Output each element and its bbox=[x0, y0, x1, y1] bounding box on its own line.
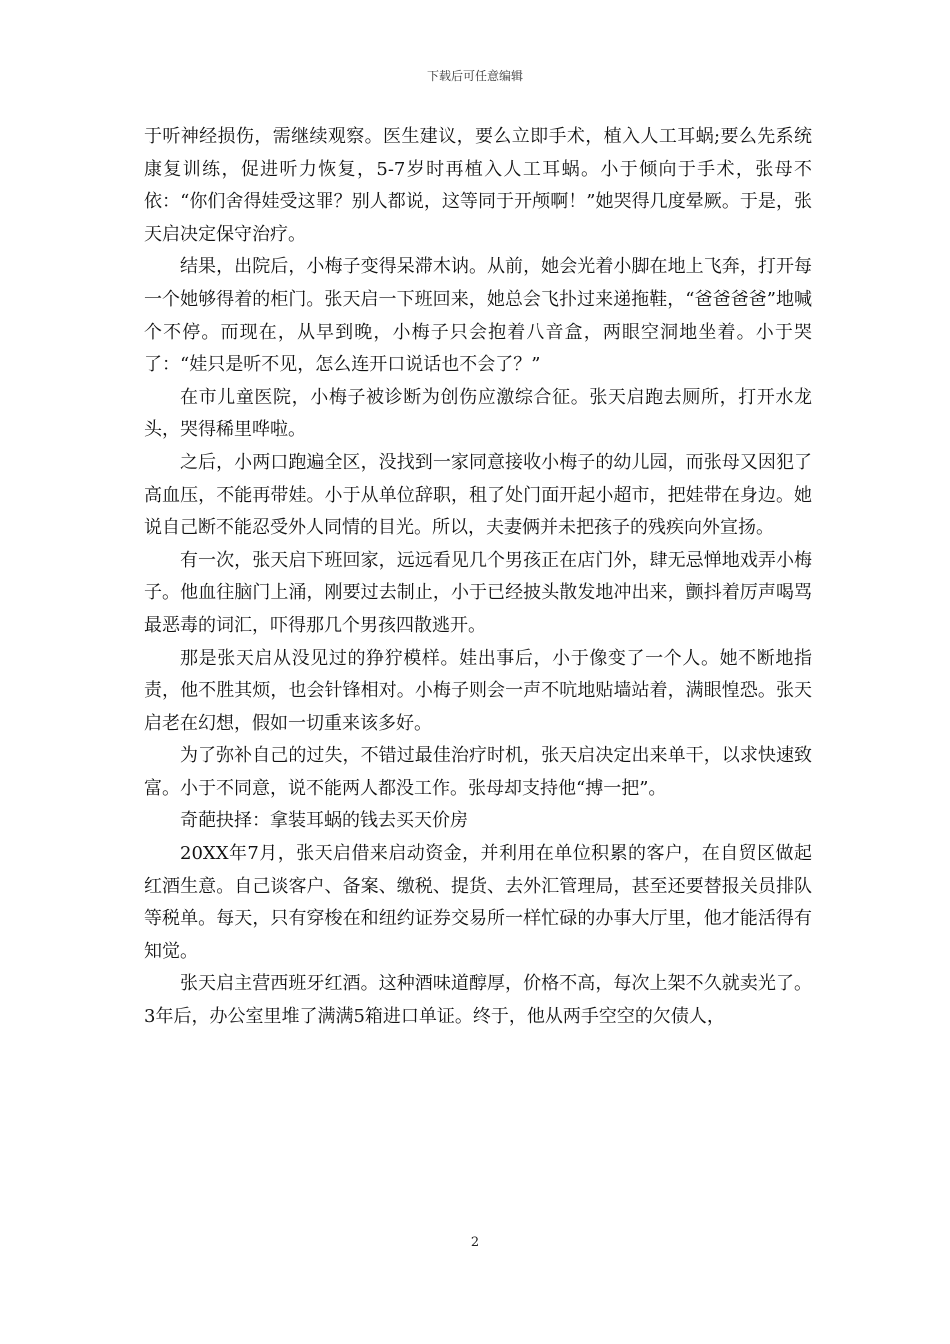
paragraph: 在市儿童医院，小梅子被诊断为创伤应激综合征。张天启跑去厕所，打开水龙头，哭得稀里哗啦。 bbox=[144, 386, 812, 441]
page-header: 下载后可任意编辑 bbox=[426, 69, 523, 83]
paragraph: 张天启主营西班牙红酒。这种酒味道醇厚，价格不高，每次上架不久就卖光了。3年后，办公室里堆了满满5箱进口单证。终于，他从两手空空的欠债人， bbox=[144, 973, 812, 1028]
paragraph: 那是张天启从没见过的狰狞模样。娃出事后，小于像变了一个人。她不断地指责，他不胜其烦，也会针锋相对。小梅子则会一声不吭地贴墙站着，满眼惶恐。张天启老在幻想，假如一切重来该多好。 bbox=[144, 647, 812, 734]
article-body bbox=[144, 121, 812, 1034]
paragraph-continuation: 于听神经损伤，需继续观察。医生建议，要么立即手术，植入人工耳蜗;要么先系统康复训练，促进听力恢复，5-7岁时再植入人工耳蜗。小于倾向于手术，张母不依：“你们舍得娃受这罪？别人都说，这等同于开颅啊！”她哭得几度晕厥。于是，张天启决定保守治疗。 bbox=[144, 126, 812, 245]
paragraph: 之后，小两口跑遍全区，没找到一家同意接收小梅子的幼儿园，而张母又因犯了高血压，不能再带娃。小于从单位辞职，租了处门面开起小超市，把娃带在身边。她说自己断不能忍受外人同情的目光。所以，夫妻俩并未把孩子的残疾向外宣扬。 bbox=[144, 451, 812, 539]
paragraph: 有一次，张天启下班回家，远远看见几个男孩正在店门外，肆无忌惮地戏弄小梅子。他血往脑门上涌，刚要过去制止，小于已经披头散发地冲出来，颤抖着厉声喝骂最恶毒的词汇，吓得那几个男孩四散逃开。 bbox=[144, 549, 812, 636]
paragraph: 为了弥补自己的过失，不错过最佳治疗时机，张天启决定出来单干，以求快速致富。小于不同意，说不能两人都没工作。张母却支持他“搏一把”。 bbox=[144, 745, 812, 799]
page-number: 2 bbox=[470, 1235, 480, 1250]
section-heading: 奇葩抉择：拿装耳蜗的钱去买天价房 bbox=[180, 810, 468, 832]
paragraph: 20XX年7月，张天启借来启动资金，并利用在单位积累的客户，在自贸区做起红酒生意。自己谈客户、备案、缴税、提货、去外汇管理局，甚至还要替报关员排队等税单。每天，只有穿梭在和纽约证券交易所一样忙碌的办事大厅里，他才能活得有知觉。 bbox=[144, 843, 812, 962]
paragraph: 结果，出院后，小梅子变得呆滞木讷。从前，她会光着小脚在地上飞奔，打开每一个她够得着的柜门。张天启一下班回来，她总会飞扑过来递拖鞋，“爸爸爸爸”地喊个不停。而现在，从早到晚，小梅子只会抱着八音盒，两眼空洞地坐着。小于哭了：“娃只是听不见，怎么连开口说话也不会了？” bbox=[144, 256, 812, 376]
